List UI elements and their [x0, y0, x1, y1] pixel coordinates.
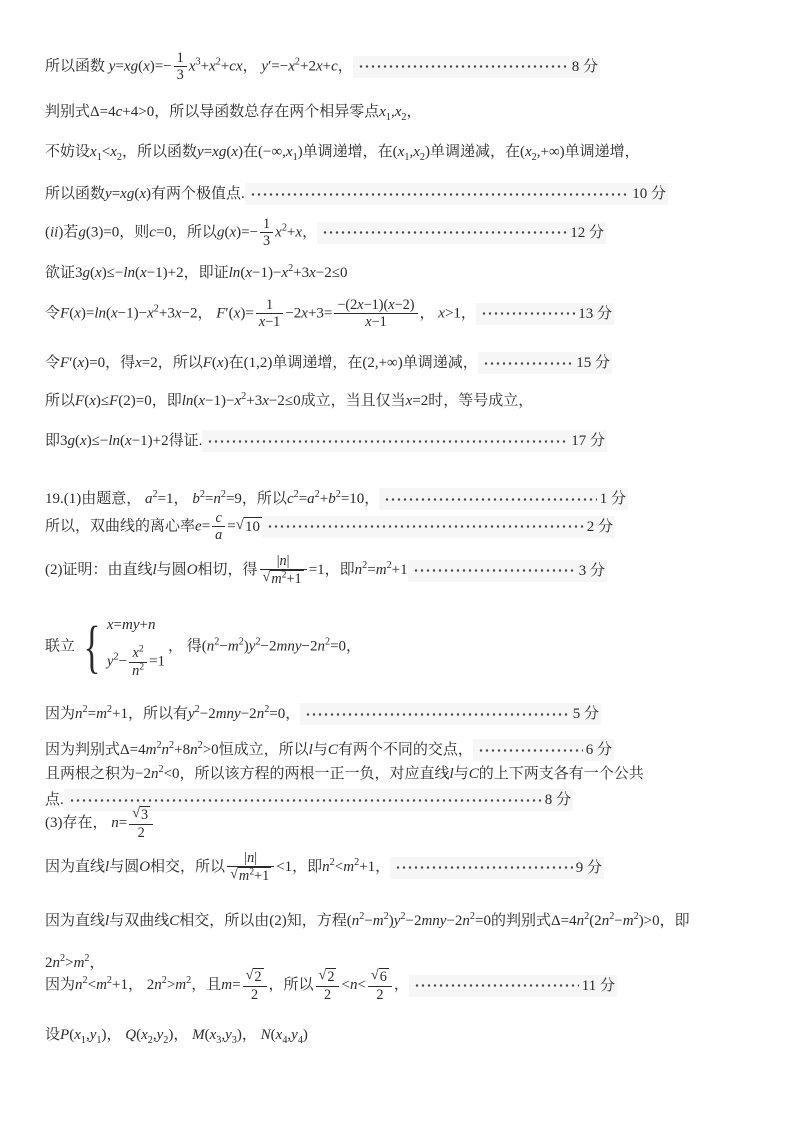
- line-content: 欲证3g(x)≤−ln(x−1)+2，即证$\ln(x-1)-x^2+3x-2\le 0$: [45, 263, 348, 281]
- line-tail: [409, 975, 617, 997]
- line-tail: [408, 560, 607, 582]
- sqrt-radical: √ 2: [245, 967, 262, 985]
- fraction: $\frac{1}{x-1}$: [256, 297, 284, 331]
- dotted-leader: [481, 311, 575, 316]
- line-content: 所以F(x)≤F(2)=0，即$\ln(x-1)-x^2+3x-2\le 0$成立，当且仅当x=2时，等号成立，: [45, 391, 534, 409]
- solution-line: [45, 488, 628, 510]
- score-label: 8 分: [571, 58, 598, 75]
- sqrt-radical: √ 2: [318, 967, 335, 985]
- line-content: 因为判别式$\Delta=4m^2n^2+8n^2>0$恒成立，所以l与C有两个不同的交点，: [45, 740, 473, 758]
- dotted-leader: [322, 230, 567, 235]
- fraction: √ 2 2: [243, 968, 267, 1003]
- score-label: 12 分: [570, 224, 604, 241]
- score-label: 2 分: [586, 518, 613, 535]
- sqrt-radical: √ 10: [235, 517, 260, 536]
- line-content: 19.(1)由题意， $a^2=1$， $b^2=n^2=9$，所以$c^2=a^2+b^2=10$，: [45, 489, 380, 507]
- line-tail: [202, 430, 607, 452]
- solution-line: [45, 911, 760, 931]
- dotted-leader: [483, 361, 574, 366]
- score-label: 3 分: [578, 562, 605, 579]
- score-label: 10 分: [632, 186, 666, 202]
- score-label: 15 分: [576, 355, 610, 371]
- dotted-leader: [305, 712, 569, 717]
- line-content: 因为直线l与双曲线C相交，所以由(2)知，方程$(n^2-m^2)y^2-2mny-2n^2=0$的判别式$\Delta=4n^2(2n^2-m^2)>0$，即: [45, 911, 690, 929]
- dotted-leader: [395, 865, 573, 870]
- solution-line: [45, 142, 760, 162]
- line-tail: [317, 222, 606, 244]
- system-of-equations: { x=my+n $y^2-$ $\frac{x^2}{n^2}$ =1: [83, 613, 166, 679]
- dotted-leader: [69, 798, 542, 803]
- dotted-leader: [414, 983, 579, 988]
- solution-line: [45, 297, 614, 331]
- score-label: 13 分: [578, 305, 612, 322]
- line-content: 因为$n^2<m^2+1$， $2n^2>m^2$，且m= √ 2 2 ，所以 √ 2 2 <n< √ 6 2 ，: [45, 967, 409, 1004]
- line-tail: [473, 739, 614, 761]
- dotted-leader: [478, 748, 583, 753]
- dotted-leader: [413, 568, 576, 573]
- line-content: 所以，双曲线的离心率e= $\frac{c}{a}$ = √ 10: [45, 510, 260, 544]
- fraction: $\frac{1}{3}$: [174, 50, 187, 84]
- line-tail: [245, 183, 668, 205]
- line-content: 判别式Δ=4c+4>0，所以导函数总存在两个相异零点$x_1,x_2$，: [45, 104, 422, 123]
- solution-line: [45, 703, 601, 725]
- fraction: $\frac{-(2x-1)(x-2)}{x-1}$: [334, 297, 417, 331]
- dotted-leader: [358, 64, 569, 69]
- line-content: 点.: [45, 792, 64, 808]
- fraction: √ 3 2: [129, 806, 153, 841]
- solution-line: [45, 1025, 760, 1045]
- line-tail: [300, 703, 601, 725]
- fraction: $\frac{x^2}{n^2}$: [129, 645, 147, 679]
- dotted-leader: [267, 524, 584, 529]
- solution-line: [45, 216, 606, 250]
- line-content: (ii)若g(3)=0，则c=0，所以g(x)=− $\frac{1}{3}$ $x^2+x$，: [45, 216, 318, 250]
- solution-line: [45, 430, 607, 452]
- sqrt-radical: √ $m^2+1$: [262, 569, 302, 588]
- solution-line: [45, 553, 607, 588]
- line-content: 所以函数 y=xg(x)=− $\frac{1}{3}$ $x^3+x^2+cx$， $y'=-x^2+2x+c$，: [45, 50, 353, 84]
- score-label: 6 分: [585, 742, 612, 758]
- sqrt-radical: √ 6: [370, 967, 387, 985]
- solution-line: [45, 102, 760, 122]
- line-content: 令$F(x)=\ln(x-1)-x^2+3x-2$， F′(x)= $\frac{1}{x-1}$ −2x+3= $\frac{-(2x-1)(x-2)}{x-1}$ ， x>1，: [45, 297, 476, 331]
- fraction: |n| √ $m^2+1$: [260, 553, 307, 588]
- solution-line: [45, 968, 617, 1003]
- line-content: 因为直线l与圆O相交，所以 |n| √ $m^2+1$ <1，即$n^2<m^2+1$，: [45, 850, 391, 885]
- solution-line: [45, 764, 760, 784]
- score-label: 1 分: [599, 491, 626, 507]
- line-content: 即3g(x)≤−ln(x−1)+2得证.: [45, 433, 203, 449]
- line-content: (3)存在， n= √ 3 2: [45, 806, 155, 841]
- solution-line: [45, 352, 612, 374]
- solution-line: [45, 739, 614, 761]
- line-content: 且两根之积为$-2n^2<0$，所以该方程的两根一正一负，对应直线l与C的上下两支各有一个公共: [45, 764, 644, 782]
- score-label: 11 分: [581, 977, 615, 994]
- solution-line: [45, 263, 760, 283]
- dotted-leader: [250, 192, 629, 197]
- line-content: 所以函数y=xg(x)有两个极值点.: [45, 186, 245, 202]
- line-content: (2)证明：由直线l与圆O相切，得 |n| √ $m^2+1$ =1，即$n^2=m^2+1$: [45, 553, 408, 588]
- fraction: √ 2 2: [316, 968, 340, 1003]
- score-label: 17 分: [571, 433, 605, 449]
- fraction: √ 6 2: [368, 968, 392, 1003]
- line-content: 不妨设$x_1<x_2$，所以函数y=xg(x)在$(-\infty,x_1)$单调递增，在$(x_1,x_2)$单调递减，在$(x_2,+\infty)$单调递增，: [45, 144, 640, 163]
- line-tail: [476, 303, 614, 325]
- dotted-leader: [384, 497, 596, 502]
- solution-line: [45, 50, 600, 84]
- solution-line: [45, 850, 604, 885]
- fraction: $\frac{1}{3}$: [260, 216, 273, 250]
- line-content: 因为$n^2=m^2+1$，所以有$y^2-2mny-2n^2=0$，: [45, 704, 301, 722]
- line-tail: [390, 857, 604, 879]
- line-content: 设$P(x_1,y_1)$， $Q(x_2,y_2)$， $M(x_3,y_3)$， $N(x_4,y_4)$: [45, 1027, 308, 1046]
- solution-line: [45, 391, 760, 411]
- solution-line: [45, 183, 668, 205]
- line-content: 联立 { x=my+n $y^2-$ $\frac{x^2}{n^2}$ =1 ， 得$(n^2-m^2)y^2-2mny-2n^2=0$，: [45, 613, 362, 679]
- line-tail: [262, 516, 615, 538]
- score-label: 8 分: [544, 792, 571, 808]
- dotted-leader: [207, 439, 568, 444]
- solution-line: [45, 510, 615, 544]
- line-tail: [478, 352, 612, 374]
- solution-line: [45, 806, 760, 841]
- sqrt-radical: √ $m^2+1$: [230, 866, 270, 885]
- solution-line: [45, 615, 760, 679]
- line-tail: [353, 56, 600, 78]
- fraction: |n| √ $m^2+1$: [227, 850, 274, 885]
- sqrt-radical: √ 3: [132, 805, 149, 823]
- line-content: $2n^2>m^2$，: [45, 953, 105, 971]
- fraction: $\frac{c}{a}$: [212, 510, 225, 544]
- line-tail: [379, 488, 628, 510]
- left-brace: {: [83, 613, 101, 679]
- line-content: 令F′(x)=0，得x=2，所以F(x)在(1,2)单调递增，在(2,+∞)单调递减，: [45, 355, 478, 371]
- score-label: 9 分: [575, 859, 602, 876]
- score-label: 5 分: [572, 706, 599, 722]
